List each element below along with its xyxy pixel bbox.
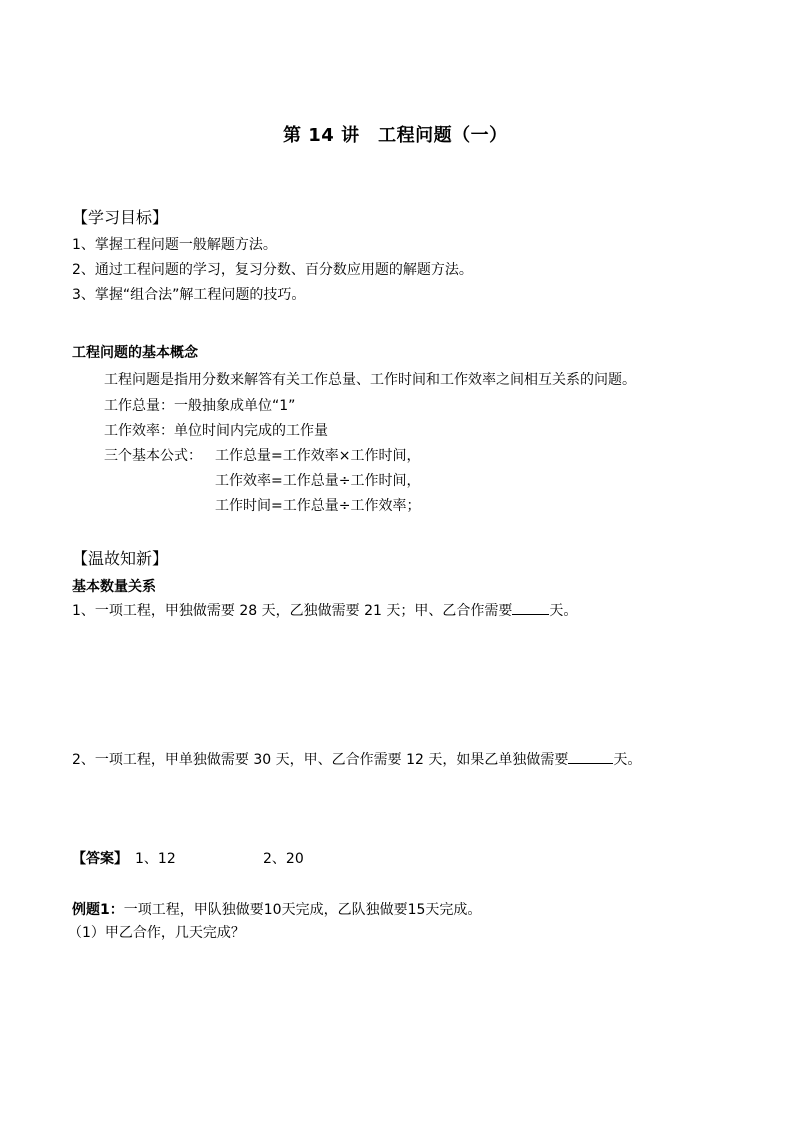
concept-total: 工作总量：一般抽象成单位“1” [104, 398, 296, 414]
example-text: 一项工程，甲队独做要10天完成，乙队独做要15天完成。 [123, 902, 482, 918]
review-heading: 【温故知新】 [72, 549, 169, 568]
example-label: 例题1： [72, 902, 124, 918]
formula-item: 工作时间=工作总量÷工作效率； [215, 498, 421, 514]
objective-item: 2、通过工程问题的学习，复习分数、百分数应用题的解题方法。 [72, 262, 473, 278]
concept-efficiency: 工作效率：单位时间内完成的工作量 [104, 423, 328, 439]
question-2-end: 天。 [613, 752, 642, 768]
formula-label: 三个基本公式： [104, 448, 202, 464]
question-2-text: 2、一项工程，甲单独做需要 30 天，甲、乙合作需要 12 天，如果乙单独做需要 [72, 752, 569, 768]
answer-2: 2、20 [263, 851, 304, 867]
answer-blank-1[interactable] [512, 600, 549, 615]
question-2 [72, 749, 641, 769]
question-1-end: 天。 [549, 603, 578, 619]
review-subheading: 基本数量关系 [72, 579, 156, 595]
objective-item: 1、掌握工程问题一般解题方法。 [72, 237, 277, 253]
answer-label: 【答案】 [72, 851, 128, 867]
formula-item: 工作效率=工作总量÷工作时间， [215, 473, 421, 489]
concept-heading: 工程问题的基本概念 [72, 345, 198, 361]
answer-1: 1、12 [135, 851, 176, 867]
objective-item: 3、掌握“组合法”解工程问题的技巧。 [72, 287, 306, 303]
question-1 [72, 600, 577, 620]
page-title: 第 14 讲 工程问题（一） [283, 125, 508, 146]
example-1 [72, 899, 481, 919]
concept-intro: 工程问题是指用分数来解答有关工作总量、工作时间和工作效率之间相互关系的问题。 [104, 372, 636, 388]
objectives-heading: 【学习目标】 [72, 208, 169, 227]
answer-blank-2[interactable] [568, 749, 613, 764]
question-1-text: 1、一项工程，甲独做需要 28 天，乙独做需要 21 天；甲、乙合作需要 [72, 603, 513, 619]
example-sub-1: （1）甲乙合作，几天完成？ [68, 925, 245, 941]
formula-item: 工作总量=工作效率×工作时间， [215, 448, 421, 464]
